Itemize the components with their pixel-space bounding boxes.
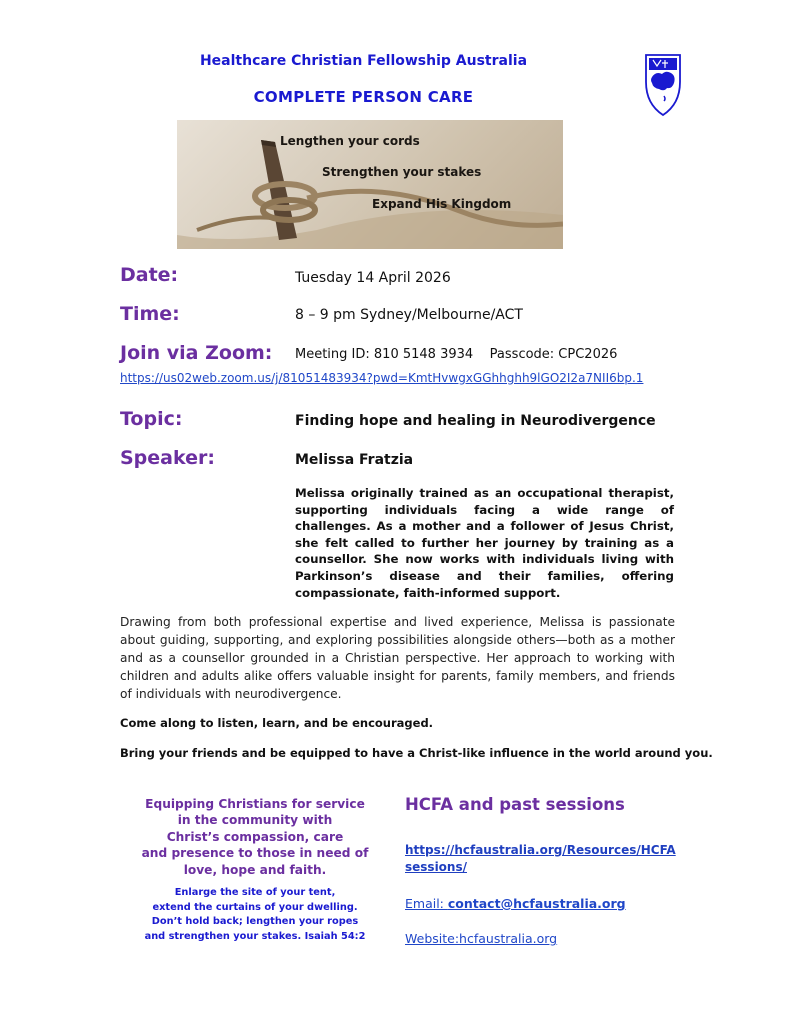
- organization-title: Healthcare Christian Fellowship Australia: [199, 53, 528, 69]
- mission-line: love, hope and faith.: [183, 862, 327, 877]
- session-description: Drawing from both professional expertise and lived experience, Melissa is passionate about guiding, supporting, and exploring possibilities alongside others—both as a mother and as a counsellor grounded in a Christian perspective. Her approach to working with children and adults alike offers valuable insight for parents, family members, and friends of individuals with neurodivergence.: [120, 615, 675, 701]
- speaker-label: Speaker:: [120, 447, 215, 469]
- time-value: 8 – 9 pm Sydney/Melbourne/ACT: [295, 307, 523, 323]
- shield-logo-icon: [640, 52, 686, 118]
- mission-statement: [120, 796, 390, 878]
- topic-value: Finding hope and healing in Neurodivergence: [295, 413, 656, 429]
- verse-line: Enlarge the site of your tent,: [174, 887, 336, 898]
- past-sessions-link[interactable]: https://hcfaustralia.org/Resources/HCFA sessions/: [405, 843, 676, 874]
- verse-line: extend the curtains of your dwelling.: [152, 901, 358, 913]
- date-label: Date:: [120, 264, 179, 286]
- mission-line: Equipping Christians for service: [145, 797, 365, 811]
- date-value: Tuesday 14 April 2026: [295, 270, 451, 286]
- email-line: [405, 896, 626, 911]
- zoom-label: Join via Zoom:: [120, 342, 273, 364]
- banner-line-1: Lengthen your cords: [280, 134, 420, 148]
- verse-line: Don’t hold back; lengthen your ropes: [151, 916, 359, 928]
- website-link[interactable]: Website:hcfaustralia.org: [405, 931, 558, 946]
- hcfa-logo: [640, 52, 686, 118]
- past-sessions-heading: HCFA and past sessions: [405, 795, 625, 814]
- theme-banner-image: [177, 120, 563, 249]
- topic-label: Topic:: [120, 408, 183, 430]
- speaker-bio: Melissa originally trained as an occupational therapist, supporting individuals facing a wide range of challenges. As a mother and a follower of Jesus Christ, she felt called to further her journey by training as a counsellor. She now works with individuals living with Parkinson’s disease and their families, offering compassionate, faith-informed support.: [295, 486, 674, 600]
- banner-line-2: Strengthen your stakes: [322, 165, 482, 179]
- mission-line: in the community with: [177, 813, 333, 828]
- speaker-name: Melissa Fratzia: [295, 452, 414, 468]
- zoom-meeting-details: Meeting ID: 810 5148 3934 Passcode: CPC2026: [295, 347, 618, 362]
- banner-line-3: Expand His Kingdom: [372, 197, 512, 211]
- come-along-callout: Come along to listen, learn, and be encouraged.: [120, 716, 434, 730]
- email-prefix: Email:: [405, 896, 448, 911]
- zoom-link[interactable]: https://us02web.zoom.us/j/81051483934?pwd=KmtHvwgxGGhhghh9lGO2I2a7NII6bp.1: [120, 371, 644, 385]
- bring-friends-callout: Bring your friends and be equipped to have a Christ-like influence in the world around you.: [120, 746, 713, 760]
- verse-line: and strengthen your stakes. Isaiah 54:2: [144, 930, 366, 942]
- time-label: Time:: [120, 303, 180, 325]
- complete-person-care-title: COMPLETE PERSON CARE: [253, 88, 474, 106]
- isaiah-verse: [120, 886, 390, 944]
- mission-line: and presence to those in need of: [141, 846, 369, 861]
- mission-line: Christ’s compassion, care: [166, 829, 344, 844]
- email-link[interactable]: contact@hcfaustralia.org: [447, 896, 626, 911]
